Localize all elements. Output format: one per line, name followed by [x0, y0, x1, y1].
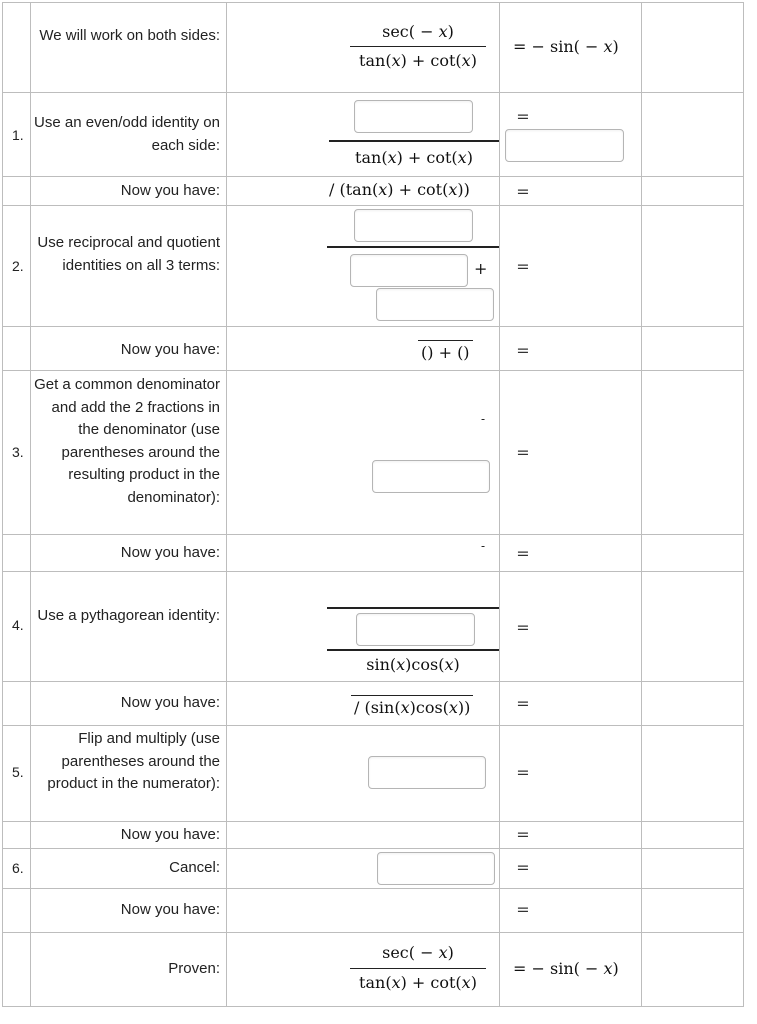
- rhs-expression: = − sin( − 𝑥): [513, 37, 619, 56]
- step1-rhs-input[interactable]: [505, 129, 624, 162]
- row-divider: [2, 571, 743, 572]
- now-you-have-label: Now you have:: [120, 341, 220, 358]
- lhs-denominator: tan(𝑥) + cot(𝑥): [359, 51, 477, 70]
- step5-instruction: Flip and multiply (use parentheses around the product in the numerator):: [47, 730, 220, 792]
- fraction-bar: [327, 246, 499, 248]
- step2-denominator-term2-input[interactable]: [376, 288, 494, 321]
- proven-label: Proven:: [168, 960, 220, 977]
- step4-input[interactable]: [356, 613, 475, 646]
- step-number: 2.: [12, 258, 24, 274]
- equals-sign: =: [516, 257, 530, 276]
- step2-instruction: Use reciprocal and quotient identities on all 3 terms:: [37, 234, 220, 274]
- equals-sign: =: [516, 900, 530, 919]
- equals-sign: =: [516, 341, 530, 360]
- row-divider: [2, 1006, 743, 1007]
- fraction-bar: [327, 649, 499, 651]
- col-divider: [743, 2, 744, 1007]
- step4-denominator: sin(𝑥)cos(𝑥): [366, 655, 460, 674]
- col-divider: [226, 2, 227, 1007]
- proven-rhs: = − sin( − 𝑥): [513, 959, 619, 978]
- step-number: 1.: [12, 127, 24, 143]
- step1-denominator: tan(𝑥) + cot(𝑥): [355, 148, 473, 167]
- equals-sign: =: [516, 825, 530, 844]
- step6-input[interactable]: [377, 852, 495, 885]
- equals-sign: =: [516, 107, 530, 126]
- now-expression: / (tan(𝑥) + cot(𝑥)): [329, 180, 470, 199]
- row-divider: [2, 370, 743, 371]
- fraction-bar: [329, 140, 499, 142]
- now-expression: () + (): [418, 340, 473, 362]
- now-you-have-label: Now you have:: [120, 826, 220, 843]
- proven-denominator: tan(𝑥) + cot(𝑥): [359, 973, 477, 992]
- step2-numerator-input[interactable]: [354, 209, 473, 242]
- proven-numerator: sec( − 𝑥): [382, 943, 454, 962]
- col-divider: [641, 2, 642, 1007]
- row-divider: [2, 205, 743, 206]
- now-expression: / (sin(𝑥)cos(𝑥)): [351, 695, 473, 717]
- row-divider: [2, 2, 743, 3]
- step-number: 5.: [12, 764, 24, 780]
- row-divider: [2, 848, 743, 849]
- row-divider: [2, 725, 743, 726]
- row-divider: [2, 326, 743, 327]
- col-divider: [30, 2, 31, 1007]
- row-divider: [2, 176, 743, 177]
- row-divider: [2, 92, 743, 93]
- plus-sign: +: [474, 259, 488, 278]
- step-number: 3.: [12, 444, 24, 460]
- now-you-have-label: Now you have:: [120, 182, 220, 199]
- equals-sign: =: [516, 858, 530, 877]
- row-divider: [2, 534, 743, 535]
- fraction-bar: [350, 968, 486, 969]
- step2-denominator-term1-input[interactable]: [350, 254, 468, 287]
- step3-instruction: Get a common denominator and add the 2 fractions in the denominator (use parentheses around the resulting product in the denominator):: [34, 376, 220, 506]
- equals-sign: =: [516, 618, 530, 637]
- step1-numerator-input[interactable]: [354, 100, 473, 133]
- row-divider: [2, 681, 743, 682]
- row-divider: [2, 932, 743, 933]
- placeholder-dash: -: [481, 412, 486, 426]
- step4-instruction: Use a pythagorean identity:: [37, 607, 220, 624]
- col-divider: [499, 2, 500, 1007]
- placeholder-dash: -: [481, 539, 486, 553]
- row-divider: [2, 821, 743, 822]
- equals-sign: =: [516, 694, 530, 713]
- step3-denominator-input[interactable]: [372, 460, 490, 493]
- step5-input[interactable]: [368, 756, 486, 789]
- now-you-have-label: Now you have:: [120, 544, 220, 561]
- col-divider: [2, 2, 3, 1007]
- fraction-bar: [350, 46, 486, 47]
- step6-instruction: Cancel:: [169, 859, 220, 876]
- equals-sign: =: [516, 182, 530, 201]
- step1-instruction: Use an even/odd identity on each side:: [34, 114, 220, 154]
- equals-sign: =: [516, 544, 530, 563]
- now-you-have-label: Now you have:: [120, 901, 220, 918]
- row-divider: [2, 888, 743, 889]
- intro-instruction: We will work on both sides:: [39, 27, 220, 44]
- lhs-numerator: sec( − 𝑥): [382, 22, 454, 41]
- fraction-bar: [327, 607, 499, 609]
- step-number: 6.: [12, 860, 24, 876]
- equals-sign: =: [516, 763, 530, 782]
- equals-sign: =: [516, 443, 530, 462]
- step-number: 4.: [12, 617, 24, 633]
- now-you-have-label: Now you have:: [120, 694, 220, 711]
